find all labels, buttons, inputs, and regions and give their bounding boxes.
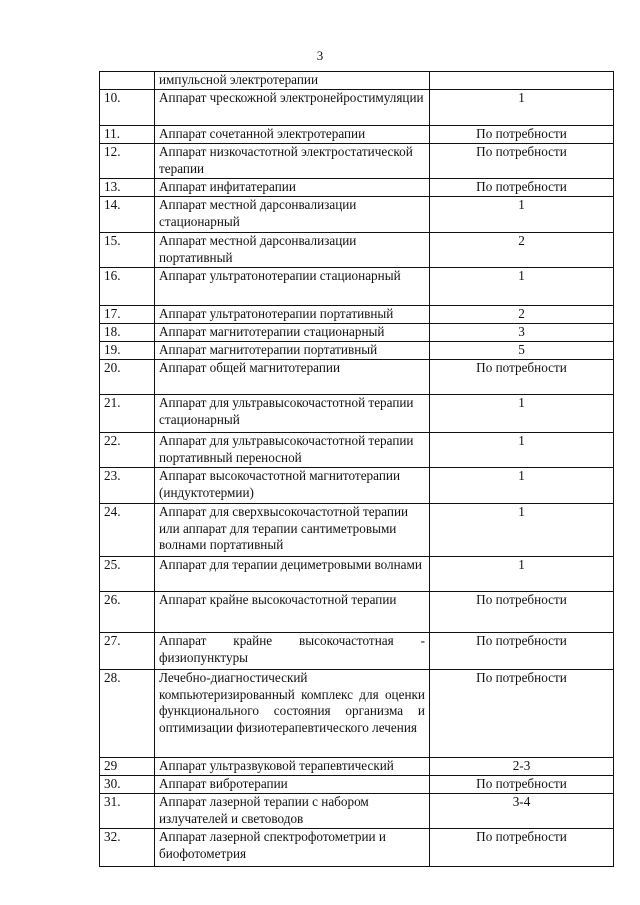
quantity: 1 [430,197,614,233]
quantity: По потребности [430,776,614,794]
table-row [100,126,614,144]
table-row [100,90,614,126]
row-number: 23. [100,468,155,504]
row-number: 15. [100,233,155,268]
equipment-name: Аппарат местной дарсонвализации портативный [155,233,430,268]
page-number: 3 [316,48,324,63]
row-number: 22. [100,433,155,468]
equipment-name: Аппарат ультратонотерапии портативный [155,306,430,324]
row-number: 11. [100,126,155,144]
row-number: 32. [100,829,155,867]
quantity: По потребности [430,179,614,197]
row-number: 21. [100,395,155,433]
equipment-name: Аппарат общей магнитотерапии [155,360,430,395]
equipment-name: Аппарат вибротерапии [155,776,430,794]
table-row [100,433,614,468]
row-number: 26. [100,592,155,633]
equipment-name: Аппарат крайне высокочастотной терапии [155,592,430,633]
quantity: По потребности [430,670,614,758]
table-row [100,776,614,794]
table-row [100,395,614,433]
quantity: 1 [430,90,614,126]
row-number: 25. [100,557,155,592]
equipment-name: Аппарат для сверхвысокочастотной терапии или аппарат для терапии сантиметровыми волнами портативный [155,504,430,557]
table-row [100,342,614,360]
row-number: 30. [100,776,155,794]
table-row [100,197,614,233]
equipment-name: Аппарат ультратонотерапии стационарный [155,268,430,306]
table-row [100,268,614,306]
table-row [100,670,614,758]
equipment-name: Аппарат местной дарсонвализации стационарный [155,197,430,233]
row-number: 29 [100,758,155,776]
quantity: По потребности [430,592,614,633]
table-row [100,557,614,592]
quantity: 1 [430,557,614,592]
equipment-name: Аппарат инфитатерапии [155,179,430,197]
table-row [100,324,614,342]
quantity: 2 [430,233,614,268]
quantity: 3 [430,324,614,342]
row-number: 18. [100,324,155,342]
quantity: 1 [430,504,614,557]
row-number: 17. [100,306,155,324]
equipment-name: Аппарат крайне высокочастотная - физиопунктуры [155,633,430,670]
equipment-table [99,71,614,867]
row-number: 16. [100,268,155,306]
table-row [100,794,614,829]
quantity: 3-4 [430,794,614,829]
table-row [100,306,614,324]
quantity: 5 [430,342,614,360]
table-row [100,72,614,90]
quantity: По потребности [430,829,614,867]
quantity: По потребности [430,360,614,395]
equipment-name: Аппарат ультразвуковой терапевтический [155,758,430,776]
table-row [100,179,614,197]
row-number: 19. [100,342,155,360]
quantity: 2 [430,306,614,324]
table-row [100,758,614,776]
equipment-name: Аппарат лазерной спектрофотометрии и биофотометрия [155,829,430,867]
quantity: 1 [430,395,614,433]
row-number: 20. [100,360,155,395]
equipment-name: Аппарат для ультравысокочастотной терапии портативный переносной [155,433,430,468]
row-number: 12. [100,144,155,179]
equipment-name: Аппарат сочетанной электротерапии [155,126,430,144]
equipment-name: Аппарат низкочастотной электростатической терапии [155,144,430,179]
row-number: 13. [100,179,155,197]
table-row [100,233,614,268]
quantity [430,72,614,90]
table-row [100,633,614,670]
equipment-name: Аппарат для терапии дециметровыми волнами [155,557,430,592]
table-row [100,468,614,504]
equipment-name: Аппарат лазерной терапии с набором излучателей и световодов [155,794,430,829]
quantity: 1 [430,433,614,468]
table-row [100,144,614,179]
table-row [100,360,614,395]
table-row [100,504,614,557]
equipment-name: Аппарат чрескожной электронейростимуляции [155,90,430,126]
equipment-name: Лечебно-диагностический компьютеризированный комплекс для оценки функционального состояния организма и оптимизации физиотерапевтического лечения [155,670,430,758]
equipment-name: Аппарат магнитотерапии стационарный [155,324,430,342]
quantity: 1 [430,268,614,306]
quantity: По потребности [430,633,614,670]
quantity: 2-3 [430,758,614,776]
equipment-name: Аппарат высокочастотной магнитотерапии (индуктотермии) [155,468,430,504]
row-number [100,72,155,90]
row-number: 28. [100,670,155,758]
equipment-name: импульсной электротерапии [155,72,430,90]
quantity: По потребности [430,144,614,179]
quantity: По потребности [430,126,614,144]
table-row [100,829,614,867]
row-number: 24. [100,504,155,557]
row-number: 10. [100,90,155,126]
row-number: 31. [100,794,155,829]
table-row [100,592,614,633]
equipment-name: Аппарат магнитотерапии портативный [155,342,430,360]
row-number: 27. [100,633,155,670]
quantity: 1 [430,468,614,504]
row-number: 14. [100,197,155,233]
equipment-name: Аппарат для ультравысокочастотной терапии стационарный [155,395,430,433]
